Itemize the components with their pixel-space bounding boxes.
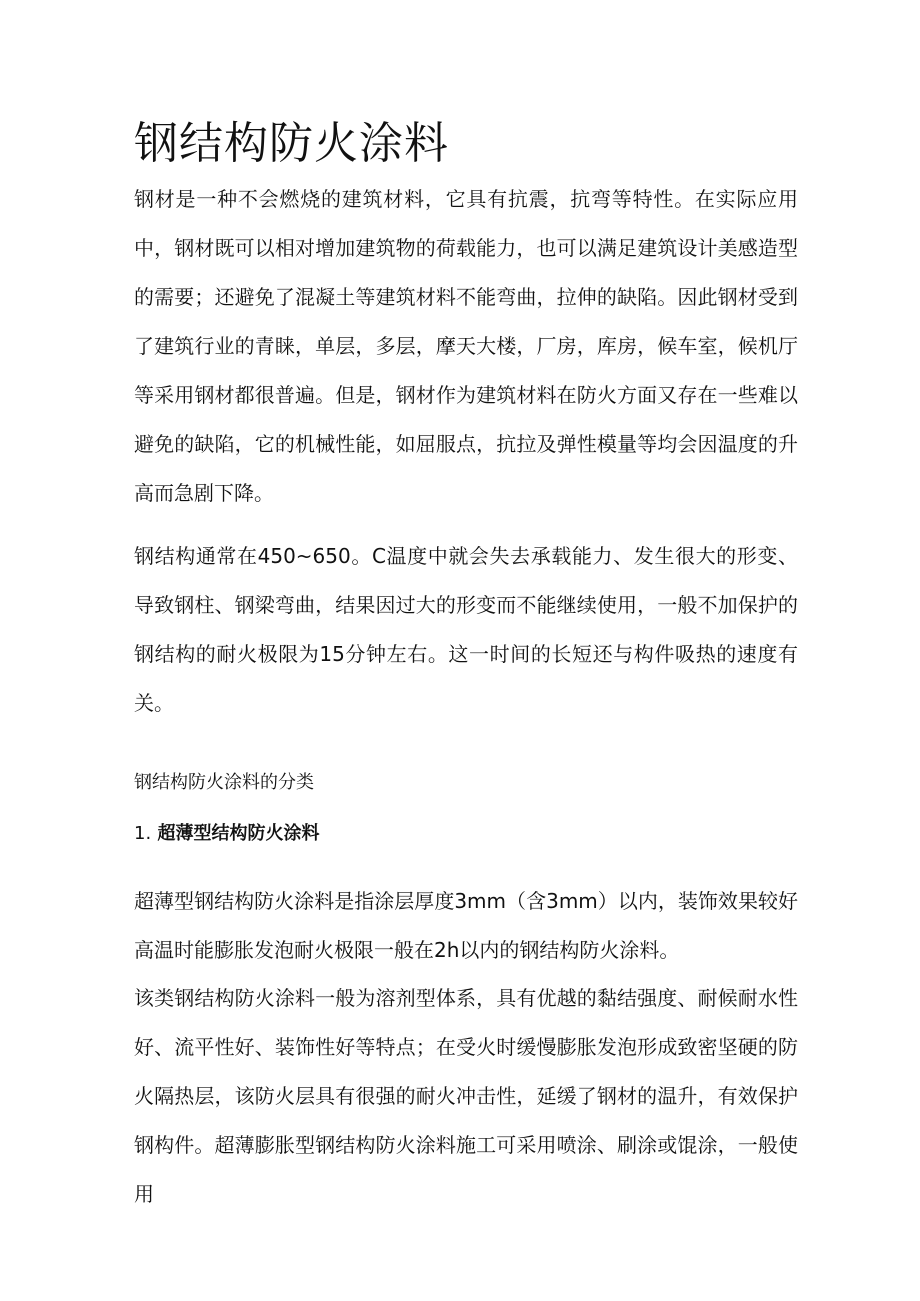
document-title: 钢结构防火涂料 — [134, 118, 449, 169]
paragraph-steel-properties: 钢材是一种不会燃烧的建筑材料，它具有抗震，抗弯等特性。在实际应用中，钢材既可以相对增加建筑物的荷载能力，也可以满足建筑设计美感造型的需要；还避免了混凝土等建筑材料不能弯曲，拉伸的缺陷。因此钢材受到了建筑行业的青睐，单层，多层，摩天大楼，厂房，库房，候车室，候机厅等采用钢材都很普遍。但是，钢材作为建筑材料在防火方面又存在一些难以避免的缺陷，它的机械性能，如屈服点，抗拉及弹性模量等均会因温度的升高而急剧下降。 — [134, 187, 798, 505]
paragraph-fire-resistance: 钢结构通常在450~650。C温度中就会失去承载能力、发生很大的形变、导致钢柱、钢梁弯曲，结果因过大的形变而不能继续使用，一般不加保护的钢结构的耐火极限为15分钟左右。这一时间的长短还与构件吸热的速度有关。 — [134, 544, 798, 715]
subsection-number: 1. — [134, 823, 152, 844]
paragraph-ultrathin-definition: 超薄型钢结构防火涂料是指涂层厚度3mm（含3mm）以内，装饰效果较好高温时能膨胀发泡耐火极限一般在2h以内的钢结构防火涂料。 — [134, 889, 798, 962]
subsection-heading-ultrathin — [134, 814, 319, 854]
subsection-title: 超薄型结构防火涂料 — [157, 823, 320, 844]
section-heading-classification: 钢结构防火涂料的分类 — [134, 772, 314, 793]
paragraph-ultrathin-features: 该类钢结构防火涂料一般为溶剂型体系，具有优越的黏结强度、耐候耐水性好、流平性好、装饰性好等特点；在受火时缓慢膨胀发泡形成致密坚硬的防火隔热层，该防火层具有很强的耐火冲击性，延缓了钢材的温升，有效保护钢构件。超薄膨胀型钢结构防火涂料施工可采用喷涂、刷涂或馄涂，一般使用 — [134, 986, 798, 1206]
